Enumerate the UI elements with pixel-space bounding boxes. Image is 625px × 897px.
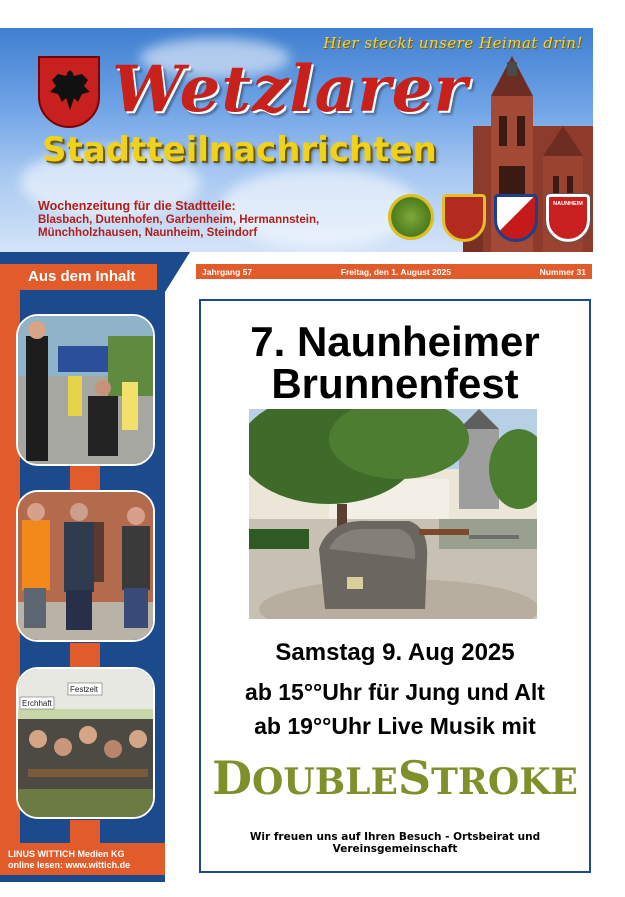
- band-word-troke: TROKE: [431, 761, 578, 803]
- event-time-2: ab 19°°Uhr Live Musik mit: [254, 713, 536, 739]
- issue-info-bar: [196, 264, 592, 279]
- poster-title: [201, 318, 589, 407]
- event-poster: [199, 299, 591, 873]
- sidebar-heading: Aus dem Inhalt: [0, 264, 157, 290]
- masthead-tagline: Hier steckt unsere Heimat drin!: [323, 34, 583, 52]
- photo-connector: [70, 466, 100, 490]
- publisher-footer: [0, 843, 165, 875]
- photo-connector: [70, 820, 100, 844]
- festival-sign-text: Festzelt: [70, 685, 99, 694]
- weekly-title: Wochenzeitung für die Stadtteile:: [38, 199, 236, 213]
- district-badges: [388, 194, 590, 242]
- event-time-1: ab 15°°Uhr für Jung und Alt: [245, 679, 545, 705]
- masthead: [0, 28, 593, 252]
- band-word-ouble: OUBLE: [251, 761, 398, 803]
- band-name: [201, 751, 589, 805]
- sidebar-photo-festival[interactable]: [16, 667, 155, 819]
- weekly-districts-line-2: Münchholzhausen, Naunheim, Steindorf: [38, 227, 258, 239]
- issue-date: Freitag, den 1. August 2025: [340, 266, 451, 277]
- poster-footer: Wir freuen uns auf Ihren Besuch - Ortsbeirat und Vereinsgemeinschaft: [249, 831, 541, 855]
- band-letter-s: S: [397, 751, 432, 805]
- naunheim-badge-label: NAUNHEIM: [553, 201, 583, 207]
- poster-title-line-2: Brunnenfest: [271, 360, 519, 407]
- masthead-title: Wetzlarer: [112, 52, 469, 127]
- naunheim-badge-icon: [546, 194, 590, 242]
- event-date: Samstag 9. Aug 2025: [275, 639, 515, 666]
- publisher-name: LINUS WITTICH Medien KG: [8, 849, 125, 859]
- publisher-website[interactable]: online lesen: www.wittich.de: [8, 860, 131, 870]
- band-letter-d: D: [212, 751, 252, 805]
- sidebar-photo-firefighters[interactable]: [16, 314, 155, 466]
- district-badge-icon: [442, 194, 486, 242]
- weekly-districts-line-1: Blasbach, Dutenhofen, Garbenheim, Hermannstein,: [38, 213, 320, 226]
- city-crest-icon: [38, 56, 100, 128]
- festival-sign-text: Erchhaft: [22, 699, 52, 708]
- sidebar-photo-officials[interactable]: [16, 490, 155, 642]
- photo-connector: [70, 643, 100, 667]
- weekly-description: [38, 200, 368, 241]
- issue-number: Nummer 31: [539, 266, 586, 277]
- poster-title-line-1: 7. Naunheimer: [250, 318, 540, 365]
- issue-volume: Jahrgang 57: [202, 266, 253, 277]
- masthead-subtitle: Stadtteilnachrichten: [42, 130, 437, 170]
- fountain-photo: [249, 409, 537, 619]
- district-badge-icon: [388, 194, 434, 240]
- district-badge-icon: [494, 194, 538, 242]
